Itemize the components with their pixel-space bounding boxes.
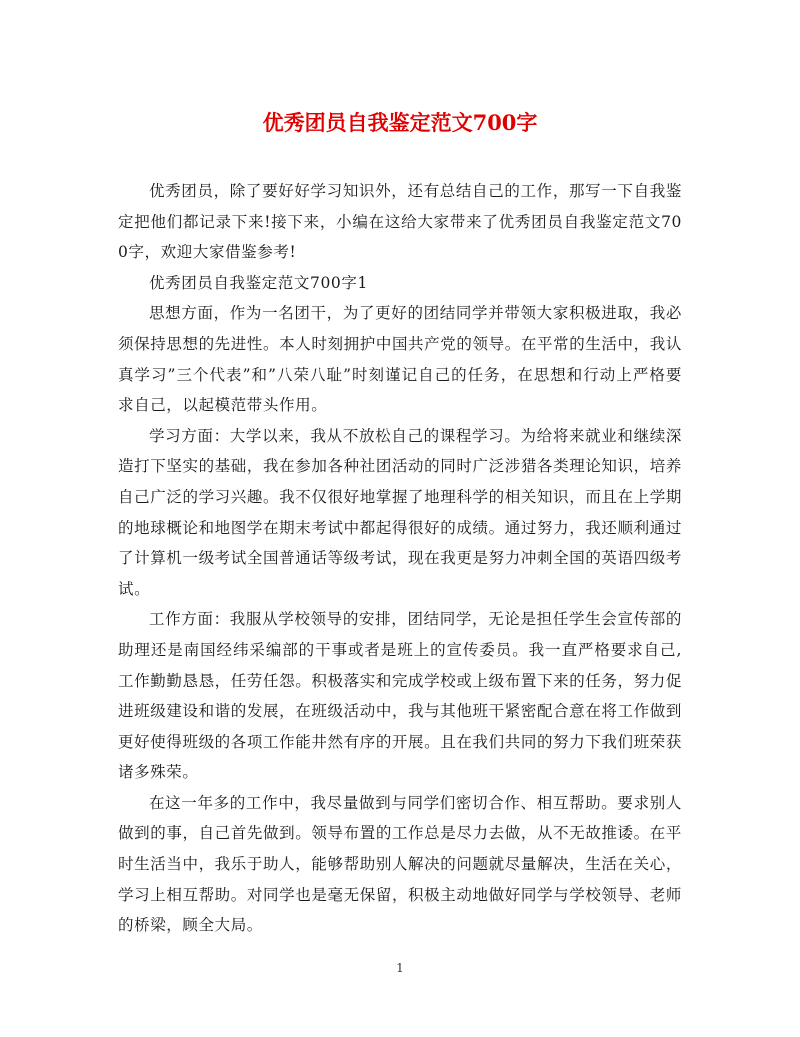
- intro-paragraph: 优秀团员，除了要好好学习知识外，还有总结自己的工作，那写一下自我鉴定把他们都记录下来!接下来，小编在这给大家带来了优秀团员自我鉴定范文700字，欢迎大家借鉴参考!: [118, 182, 682, 262]
- study-paragraph: 学习方面：大学以来，我从不放松自己的课程学习。为给将来就业和继续深造打下坚实的基础，我在参加各种社团活动的同时广泛涉猎各类理论知识，培养自己广泛的学习兴趣。我不仅很好地掌握了地理科学的相关知识，而且在上学期的地球概论和地图学在期末考试中都起得很好的成绩。通过努力，我还顺利通过了计算机一级考试全国普通话等级考试，现在我更是努力冲刺全国的英语四级考试。: [118, 426, 682, 598]
- document-body: [118, 176, 682, 941]
- section-heading: 优秀团员自我鉴定范文700字1: [149, 273, 368, 292]
- page-number: 1: [396, 961, 404, 975]
- cooperation-paragraph: 在这一年多的工作中，我尽量做到与同学们密切合作、相互帮助。要求别人做到的事，自己首先做到。领导布置的工作总是尽力去做，从不无故推诿。在平时生活当中，我乐于助人，能够帮助别人解决的问题就尽量解决，生活在关心，学习上相互帮助。对同学也是毫无保留，积极主动地做好同学与学校领导、老师的桥梁，顾全大局。: [118, 793, 682, 935]
- work-paragraph: 工作方面：我服从学校领导的安排，团结同学，无论是担任学生会宣传部的助理还是南国经纬采编部的干事或者是班上的宣传委员。我一直严格要求自己,工作勤勤恳恳，任劳任怨。积极落实和完成学校或上级布置下来的任务，努力促进班级建设和谐的发展，在班级活动中，我与其他班干紧密配合意在将工作做到更好使得班级的各项工作能井然有序的开展。且在我们共同的努力下我们班荣获诸多殊荣。: [118, 610, 682, 782]
- document-title: 优秀团员自我鉴定范文700字: [262, 110, 538, 135]
- thought-paragraph: 思想方面，作为一名团干，为了更好的团结同学并带领大家积极进取，我必须保持思想的先进性。本人时刻拥护中国共产党的领导。在平常的生活中，我认真学习”三个代表”和”八荣八耻”时刻谨记自己的任务，在思想和行动上严格要求自己，以起模范带头作用。: [118, 304, 682, 415]
